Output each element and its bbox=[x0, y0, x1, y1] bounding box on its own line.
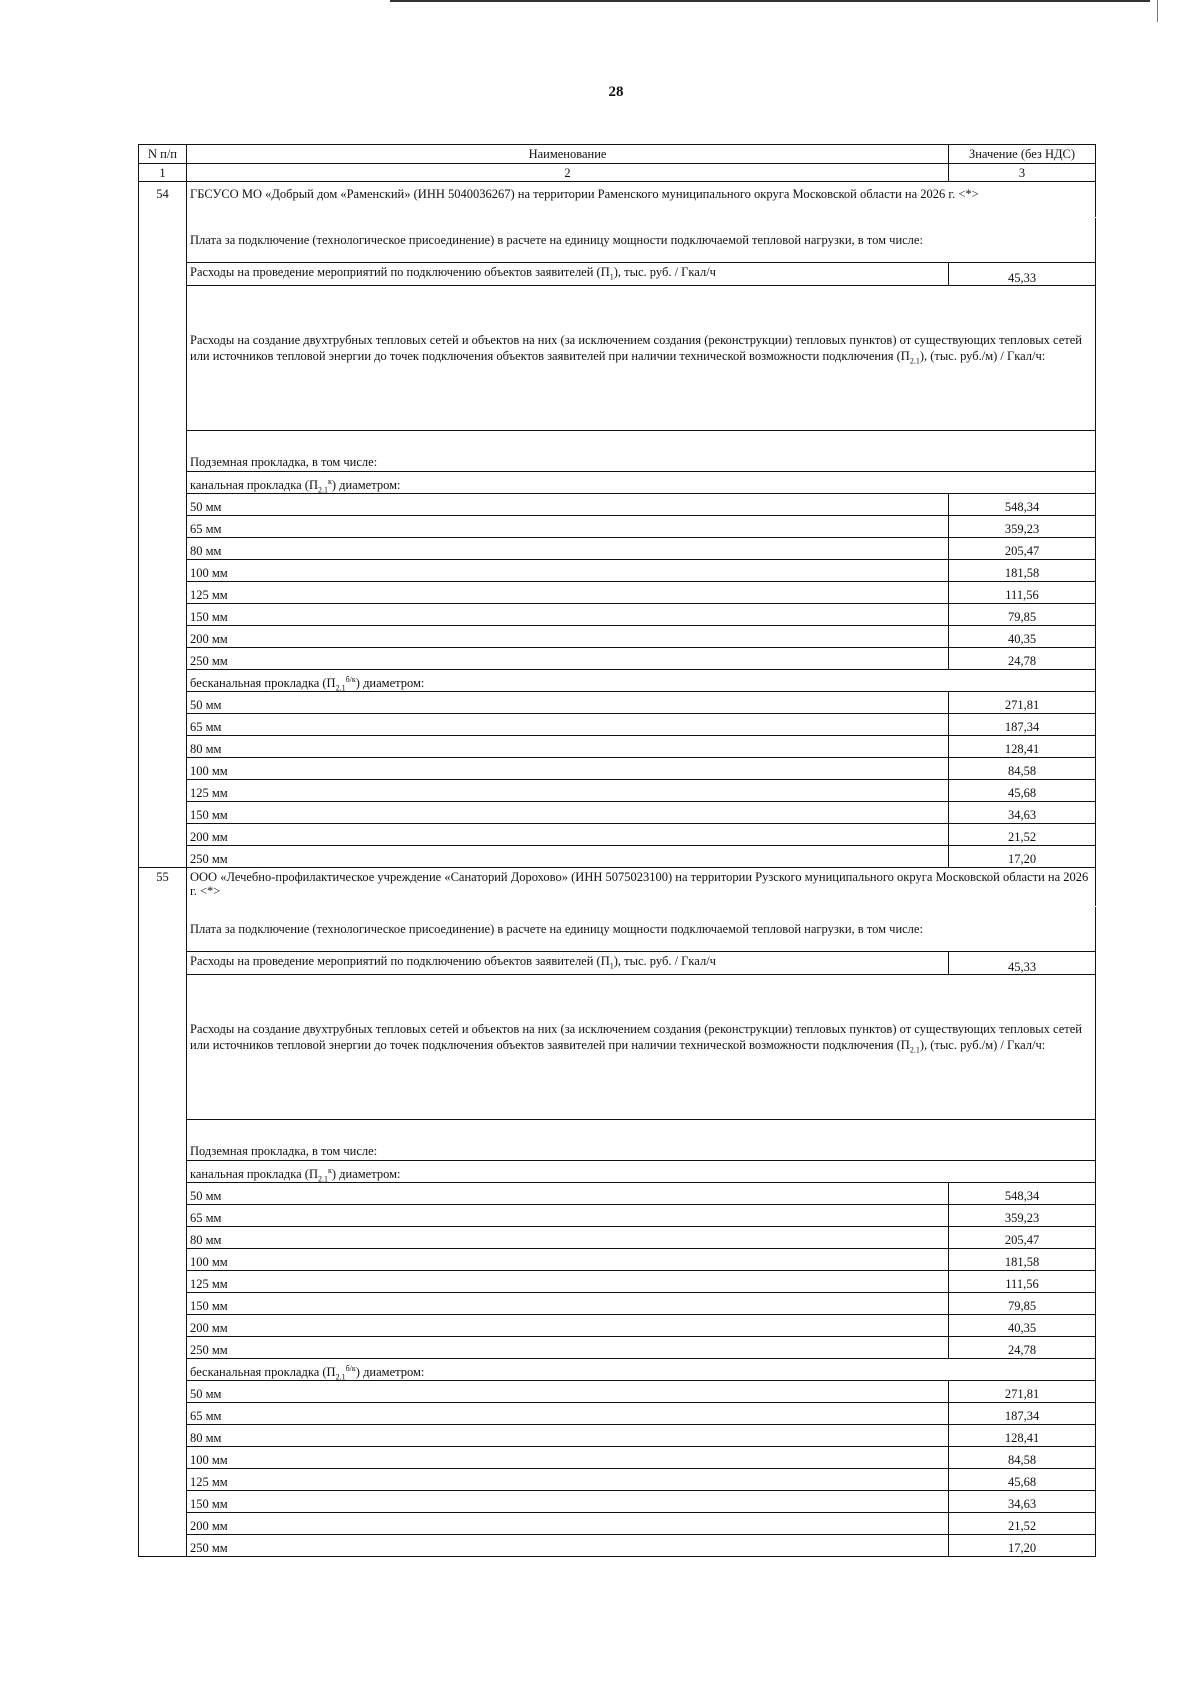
diameter-label: 200 мм bbox=[187, 1315, 949, 1337]
diameter-label: 65 мм bbox=[187, 714, 949, 736]
table-row bbox=[139, 758, 1096, 780]
table-row bbox=[139, 736, 1096, 758]
table-row bbox=[139, 1425, 1096, 1447]
scan-top-rule bbox=[390, 0, 1150, 2]
table-row bbox=[139, 1469, 1096, 1491]
diameter-label: 65 мм bbox=[187, 516, 949, 538]
diameter-value: 24,78 bbox=[949, 648, 1096, 670]
index-1: 1 bbox=[139, 164, 187, 182]
p21-description-row bbox=[139, 286, 1096, 431]
entry-org-name: ООО «Лечебно-профилактическое учреждение «Санаторий Дорохово» (ИНН 5075023100) на территории Рузского муниципального округа Московской области на 2026 г. <*> bbox=[187, 868, 1096, 907]
underground-label: Подземная прокладка, в том числе: bbox=[187, 1120, 1096, 1161]
scan-side-rule bbox=[1157, 0, 1158, 22]
nochannel-heading-tail: ) диаметром: bbox=[355, 1365, 425, 1379]
table-row bbox=[139, 1227, 1096, 1249]
p21-description-sub: 2.1 bbox=[909, 1045, 920, 1055]
diameter-value: 40,35 bbox=[949, 626, 1096, 648]
p21-description bbox=[187, 975, 1096, 1120]
diameter-label: 250 мм bbox=[187, 1535, 949, 1557]
diameter-label: 150 мм bbox=[187, 1293, 949, 1315]
diameter-value: 205,47 bbox=[949, 1227, 1096, 1249]
diameter-value: 111,56 bbox=[949, 1271, 1096, 1293]
table-row bbox=[139, 1513, 1096, 1535]
table-row bbox=[139, 1183, 1096, 1205]
table-row bbox=[139, 714, 1096, 736]
table-row bbox=[139, 1491, 1096, 1513]
index-2: 2 bbox=[187, 164, 949, 182]
diameter-value: 17,20 bbox=[949, 1535, 1096, 1557]
p21-description bbox=[187, 286, 1096, 431]
nochannel-heading-text: бесканальная прокладка (П bbox=[190, 676, 336, 690]
p1-row bbox=[139, 263, 1096, 286]
header-number: N п/п bbox=[139, 145, 187, 164]
diameter-value: 21,52 bbox=[949, 1513, 1096, 1535]
diameter-label: 250 мм bbox=[187, 648, 949, 670]
diameter-label: 125 мм bbox=[187, 582, 949, 604]
nochannel-heading-sub: 2.1 bbox=[335, 683, 346, 692]
p1-value: 45,33 bbox=[949, 952, 1096, 975]
table-row bbox=[139, 1447, 1096, 1469]
diameter-value: 111,56 bbox=[949, 582, 1096, 604]
diameter-value: 271,81 bbox=[949, 1381, 1096, 1403]
diameter-label: 125 мм bbox=[187, 780, 949, 802]
diameter-value: 128,41 bbox=[949, 736, 1096, 758]
channel-heading-sub: 2.1 bbox=[318, 485, 328, 494]
table-row bbox=[139, 626, 1096, 648]
diameter-label: 200 мм bbox=[187, 824, 949, 846]
channel-heading-text: канальная прокладка (П bbox=[190, 478, 318, 492]
tariff-table bbox=[138, 144, 1096, 1557]
diameter-label: 150 мм bbox=[187, 1491, 949, 1513]
tariff-table-body bbox=[139, 145, 1096, 1557]
p1-label bbox=[187, 952, 949, 975]
nochannel-heading-sup: б/к bbox=[345, 1363, 356, 1373]
table-row bbox=[139, 1315, 1096, 1337]
diameter-label: 100 мм bbox=[187, 1447, 949, 1469]
diameter-label: 125 мм bbox=[187, 1271, 949, 1293]
diameter-value: 79,85 bbox=[949, 1293, 1096, 1315]
diameter-value: 45,68 bbox=[949, 1469, 1096, 1491]
entry-org-name: ГБСУСО МО «Добрый дом «Раменский» (ИНН 5040036267) на территории Раменского муниципального округа Московской области на 2026 г. <*> bbox=[187, 182, 1096, 218]
p1-label-sub: 1 bbox=[609, 961, 614, 971]
p21-description-row bbox=[139, 975, 1096, 1120]
fee-note-row bbox=[139, 907, 1096, 952]
diameter-label: 100 мм bbox=[187, 560, 949, 582]
table-row bbox=[139, 560, 1096, 582]
nochannel-heading-sub: 2.1 bbox=[335, 1372, 346, 1381]
entry-org-row bbox=[139, 868, 1096, 907]
nochannel-heading bbox=[187, 670, 1096, 692]
diameter-value: 205,47 bbox=[949, 538, 1096, 560]
diameter-label: 125 мм bbox=[187, 1469, 949, 1491]
diameter-value: 79,85 bbox=[949, 604, 1096, 626]
p21-description-tail: ), (тыс. руб./м) / Гкал/ч: bbox=[919, 349, 1046, 363]
diameter-value: 34,63 bbox=[949, 802, 1096, 824]
fee-note: Плата за подключение (технологическое присоединение) в расчете на единицу мощности подключаемой тепловой нагрузки, в том числе: bbox=[187, 218, 1096, 263]
diameter-value: 359,23 bbox=[949, 516, 1096, 538]
p1-label bbox=[187, 263, 949, 286]
p1-row bbox=[139, 952, 1096, 975]
p1-label-text: Расходы на проведение мероприятий по подключению объектов заявителей (П bbox=[190, 265, 610, 279]
table-row bbox=[139, 516, 1096, 538]
table-row bbox=[139, 1293, 1096, 1315]
p21-description-tail: ), (тыс. руб./м) / Гкал/ч: bbox=[919, 1038, 1046, 1052]
diameter-label: 65 мм bbox=[187, 1403, 949, 1425]
table-row bbox=[139, 582, 1096, 604]
p1-label-tail: ), тыс. руб. / Гкал/ч bbox=[613, 265, 716, 279]
diameter-label: 80 мм bbox=[187, 1425, 949, 1447]
diameter-label: 250 мм bbox=[187, 846, 949, 868]
channel-heading-sup: к bbox=[328, 1165, 332, 1175]
table-row bbox=[139, 1271, 1096, 1293]
diameter-label: 100 мм bbox=[187, 758, 949, 780]
header-name: Наименование bbox=[187, 145, 949, 164]
table-row bbox=[139, 846, 1096, 868]
diameter-value: 84,58 bbox=[949, 1447, 1096, 1469]
table-row bbox=[139, 538, 1096, 560]
nochannel-heading-text: бесканальная прокладка (П bbox=[190, 1365, 336, 1379]
channel-heading-sub: 2.1 bbox=[318, 1174, 328, 1183]
channel-heading-text: канальная прокладка (П bbox=[190, 1167, 318, 1181]
table-row bbox=[139, 1535, 1096, 1557]
diameter-label: 200 мм bbox=[187, 1513, 949, 1535]
table-row bbox=[139, 692, 1096, 714]
diameter-label: 200 мм bbox=[187, 626, 949, 648]
diameter-value: 40,35 bbox=[949, 1315, 1096, 1337]
table-row bbox=[139, 1337, 1096, 1359]
table-row bbox=[139, 1381, 1096, 1403]
entry-number: 55 bbox=[139, 868, 187, 1557]
diameter-value: 24,78 bbox=[949, 1337, 1096, 1359]
table-row bbox=[139, 1205, 1096, 1227]
diameter-label: 50 мм bbox=[187, 494, 949, 516]
diameter-value: 187,34 bbox=[949, 1403, 1096, 1425]
diameter-value: 128,41 bbox=[949, 1425, 1096, 1447]
underground-label: Подземная прокладка, в том числе: bbox=[187, 431, 1096, 472]
diameter-value: 187,34 bbox=[949, 714, 1096, 736]
nochannel-heading bbox=[187, 1359, 1096, 1381]
table-row bbox=[139, 1403, 1096, 1425]
diameter-value: 84,58 bbox=[949, 758, 1096, 780]
diameter-value: 45,68 bbox=[949, 780, 1096, 802]
entry-number: 54 bbox=[139, 182, 187, 868]
diameter-label: 80 мм bbox=[187, 1227, 949, 1249]
header-value: Значение (без НДС) bbox=[949, 145, 1096, 164]
diameter-label: 100 мм bbox=[187, 1249, 949, 1271]
table-row bbox=[139, 780, 1096, 802]
diameter-label: 250 мм bbox=[187, 1337, 949, 1359]
p21-description-sub: 2.1 bbox=[909, 356, 920, 366]
p1-label-sub: 1 bbox=[609, 272, 614, 282]
nochannel-heading-row bbox=[139, 670, 1096, 692]
channel-heading-row bbox=[139, 472, 1096, 494]
p1-label-text: Расходы на проведение мероприятий по подключению объектов заявителей (П bbox=[190, 954, 610, 968]
channel-heading bbox=[187, 472, 1096, 494]
table-row bbox=[139, 494, 1096, 516]
diameter-value: 34,63 bbox=[949, 1491, 1096, 1513]
channel-heading-sup: к bbox=[328, 476, 332, 486]
diameter-label: 50 мм bbox=[187, 1381, 949, 1403]
diameter-value: 548,34 bbox=[949, 494, 1096, 516]
channel-heading-row bbox=[139, 1161, 1096, 1183]
diameter-value: 359,23 bbox=[949, 1205, 1096, 1227]
p21-description-text: Расходы на создание двухтрубных тепловых сетей и объектов на них (за исключением создания (реконструкции) тепловых пунктов) от существующих тепловых сетей или источников тепловой энергии до точек подключения объектов заявителей при наличии технической возможности подключения (П bbox=[190, 333, 1082, 363]
table-row bbox=[139, 648, 1096, 670]
diameter-value: 181,58 bbox=[949, 1249, 1096, 1271]
diameter-value: 181,58 bbox=[949, 560, 1096, 582]
table-row bbox=[139, 802, 1096, 824]
diameter-label: 80 мм bbox=[187, 538, 949, 560]
diameter-label: 150 мм bbox=[187, 802, 949, 824]
diameter-value: 17,20 bbox=[949, 846, 1096, 868]
table-row bbox=[139, 824, 1096, 846]
diameter-label: 50 мм bbox=[187, 1183, 949, 1205]
diameter-value: 548,34 bbox=[949, 1183, 1096, 1205]
diameter-label: 50 мм bbox=[187, 692, 949, 714]
table-index-row bbox=[139, 164, 1096, 182]
fee-note-row bbox=[139, 218, 1096, 263]
index-3: 3 bbox=[949, 164, 1096, 182]
channel-heading-tail: ) диаметром: bbox=[331, 478, 401, 492]
diameter-value: 271,81 bbox=[949, 692, 1096, 714]
p21-description-text: Расходы на создание двухтрубных тепловых сетей и объектов на них (за исключением создания (реконструкции) тепловых пунктов) от существующих тепловых сетей или источников тепловой энергии до точек подключения объектов заявителей при наличии технической возможности подключения (П bbox=[190, 1022, 1082, 1052]
diameter-value: 21,52 bbox=[949, 824, 1096, 846]
underground-row bbox=[139, 431, 1096, 472]
page-number: 28 bbox=[608, 84, 624, 100]
p1-value: 45,33 bbox=[949, 263, 1096, 286]
p1-label-tail: ), тыс. руб. / Гкал/ч bbox=[613, 954, 716, 968]
channel-heading bbox=[187, 1161, 1096, 1183]
diameter-label: 150 мм bbox=[187, 604, 949, 626]
underground-row bbox=[139, 1120, 1096, 1161]
channel-heading-tail: ) диаметром: bbox=[331, 1167, 401, 1181]
table-header-row bbox=[139, 145, 1096, 164]
table-row bbox=[139, 604, 1096, 626]
nochannel-heading-tail: ) диаметром: bbox=[355, 676, 425, 690]
nochannel-heading-row bbox=[139, 1359, 1096, 1381]
diameter-label: 65 мм bbox=[187, 1205, 949, 1227]
table-row bbox=[139, 1249, 1096, 1271]
entry-org-row bbox=[139, 182, 1096, 218]
nochannel-heading-sup: б/к bbox=[345, 674, 356, 684]
fee-note: Плата за подключение (технологическое присоединение) в расчете на единицу мощности подключаемой тепловой нагрузки, в том числе: bbox=[187, 907, 1096, 952]
diameter-label: 80 мм bbox=[187, 736, 949, 758]
